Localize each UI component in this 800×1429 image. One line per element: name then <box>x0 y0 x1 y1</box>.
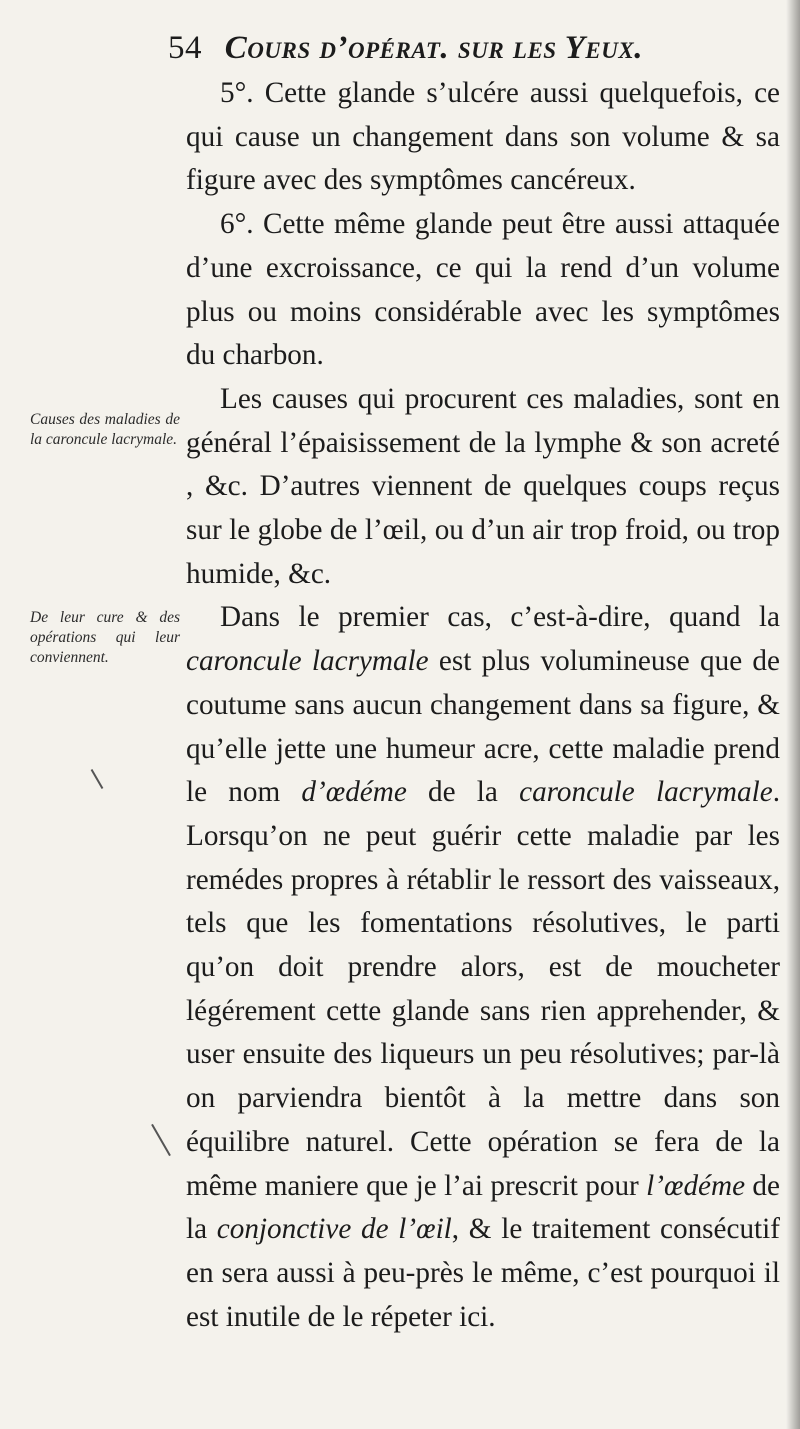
paragraph-6: 6°. Cette même glande peut être aussi attaquée d’une excroissance, ce qui la rend d’un volume plus ou moins considérable avec les symptômes du charbon. <box>186 208 780 372</box>
text-run: de la <box>406 776 520 809</box>
italic-term: caroncule lacrymale <box>519 776 773 809</box>
ink-mark <box>91 769 104 789</box>
italic-term: l’œdéme <box>646 1169 746 1202</box>
paragraph-5: 5°. Cette glande s’ulcére aussi quelquefois, ce qui cause un changement dans son volume & sa figure avec des symptômes cancéreux. <box>186 77 780 197</box>
italic-term: d’œdéme <box>301 776 407 809</box>
italic-term: conjonctive de l’œil <box>216 1213 452 1246</box>
running-title: Cours d’opérat. sur les Yeux. <box>224 30 643 66</box>
paragraph-cure <box>186 596 780 1339</box>
page-edge-shadow <box>786 0 800 1429</box>
italic-term: caroncule lacrymale <box>186 645 429 678</box>
text-run: . Lorsqu’on ne peut guérir cette maladie par les remédes propres à rétablir le ressort des vaisseaux, tels que les fomentations résolutives, le parti qu’on doit prendre alors, est de moucheter légérement cette glande sans rien apprehender, & user ensuite des liqueurs un peu résolutives; par-là on parviendra bientôt à la mettre dans son équilibre naturel. Cette opération se fera de la même maniere que je l’ai prescrit pour <box>186 776 780 1202</box>
text-run: est plus volumineuse que de coutume sans aucun changement dans sa figure, & qu’elle jette une humeur acre, cette maladie prend le nom <box>186 645 780 809</box>
text-run: , & le traitement consécutif en sera aussi à peu-près le même, c’est pourquoi il est inutile de le répeter ici. <box>186 1213 780 1333</box>
page-number: 54 <box>168 30 202 66</box>
margin-note-cure: De leur cure & des opérations qui leur conviennent. <box>30 609 180 666</box>
text-run: de la <box>186 1169 780 1246</box>
margin-note-causes: Causes des maladies de la caroncule lacrymale. <box>30 411 180 448</box>
ink-mark <box>151 1124 171 1156</box>
text-run: Dans le premier cas, c’est-à-dire, quand la <box>220 601 780 634</box>
body-text <box>186 72 780 1339</box>
paragraph-causes: Les causes qui procurent ces maladies, sont en général l’épaisissement de la lymphe & son acreté , &c. D’autres viennent de quelques coups reçus sur le globe de l’œil, ou d’un air trop froid, ou trop humide, &c. <box>186 382 780 590</box>
